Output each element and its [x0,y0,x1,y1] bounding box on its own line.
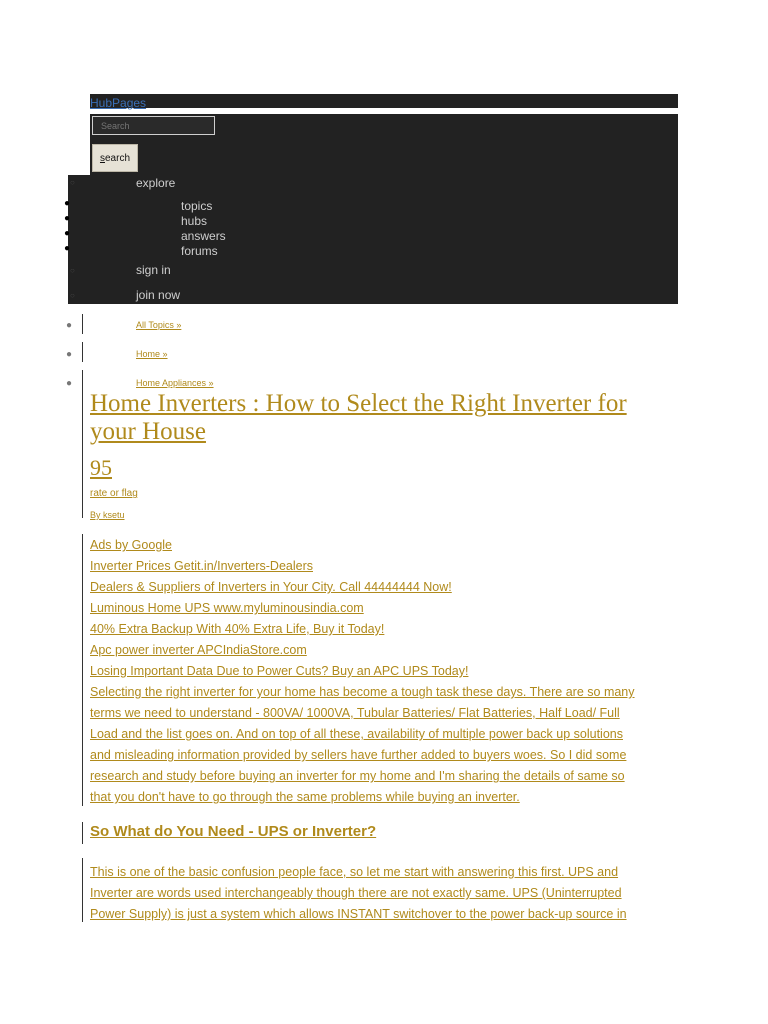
sub-bullet: ● [64,213,71,224]
search-button-label: earch [104,152,130,164]
search-button-accesskey: s [99,152,105,164]
breadcrumb-home-appliances[interactable]: Home Appliances » [136,378,214,388]
breadcrumb-home[interactable]: Home » [136,349,168,359]
header-bar [90,94,678,108]
author-link[interactable]: By ksetu [90,510,125,520]
ad-link[interactable]: Luminous Home UPS www.myluminousindia.com [90,601,364,615]
nav-bullet: ○ [70,178,75,187]
breadcrumb-bullet: ● [66,349,73,360]
rate-or-flag-link[interactable]: rate or flag [90,488,138,499]
section-heading-rule [82,822,83,844]
nav-explore[interactable]: explore [136,176,176,190]
ad-text[interactable]: Dealers & Suppliers of Inverters in Your City. Call 44444444 Now! [90,580,452,594]
breadcrumb-rule [82,370,83,390]
intro-line: research and study before buying an inverter for my home and I'm sharing the details of same so [90,769,625,783]
section-line: Power Supply) is just a system which allows INSTANT switchover to the power back-up source in [90,907,627,921]
intro-line: Selecting the right inverter for your home has become a tough task these days. There are so many [90,685,635,699]
ad-text[interactable]: Losing Important Data Due to Power Cuts? Buy an APC UPS Today! [90,664,469,678]
article-body-rule [82,534,83,806]
ads-by-google-link[interactable]: Ads by Google [90,538,172,552]
article-title[interactable] [90,390,680,446]
article-header-rule [82,388,83,518]
main-nav [64,175,678,304]
search-input[interactable] [92,116,215,135]
section-body-rule [82,858,83,922]
breadcrumb-bullet: ● [66,378,73,389]
section-line: This is one of the basic confusion people face, so let me start with answering this first. UPS and [90,865,619,879]
intro-line: terms we need to understand - 800VA/ 1000VA, Tubular Batteries/ Flat Batteries, Half Load/ Full [90,706,620,720]
nav-hubs[interactable]: hubs [181,214,208,228]
nav-sign-in[interactable]: sign in [136,263,171,277]
breadcrumb-rule [82,314,83,334]
section-heading: So What do You Need - UPS or Inverter? [90,823,377,840]
nav-answers[interactable]: answers [181,229,226,243]
nav-bullet: ○ [70,291,75,300]
sub-bullet: ● [64,198,71,209]
intro-line: Load and the list goes on. And on top of all these, availability of multiple power back up solutions [90,727,623,741]
ad-text[interactable]: 40% Extra Backup With 40% Extra Life, Buy it Today! [90,622,385,636]
hubpages-logo-link[interactable]: HubPages [90,96,147,110]
breadcrumb-all-topics[interactable]: All Topics » [136,320,182,330]
nav-join-now[interactable]: join now [136,288,181,302]
breadcrumb-bullet: ● [66,320,73,331]
article-title-line-1: Home Inverters : How to Select the Right Inverter for [90,390,627,417]
ad-link[interactable]: Inverter Prices Getit.in/Inverters-Dealers [90,559,313,573]
search-button[interactable] [92,144,138,172]
sub-bullet: ● [64,228,71,239]
ad-link[interactable]: Apc power inverter APCIndiaStore.com [90,643,307,657]
hub-score[interactable]: 95 [90,455,112,480]
breadcrumb-rule [82,342,83,362]
sub-bullet: ● [64,243,71,254]
nav-forums[interactable]: forums [181,244,218,258]
intro-line: that you don't have to go through the same problems while buying an inverter. [90,790,520,804]
nav-bullet: ○ [70,266,75,275]
nav-topics[interactable]: topics [181,199,213,213]
article-title-line-2: your House [90,418,206,445]
section-line: Inverter are words used interchangeably though there are not exactly same. UPS (Uninterrupted [90,886,622,900]
intro-line: and misleading information provided by sellers have further added to buyers woes. So I did some [90,748,627,762]
search-bar [90,114,678,175]
